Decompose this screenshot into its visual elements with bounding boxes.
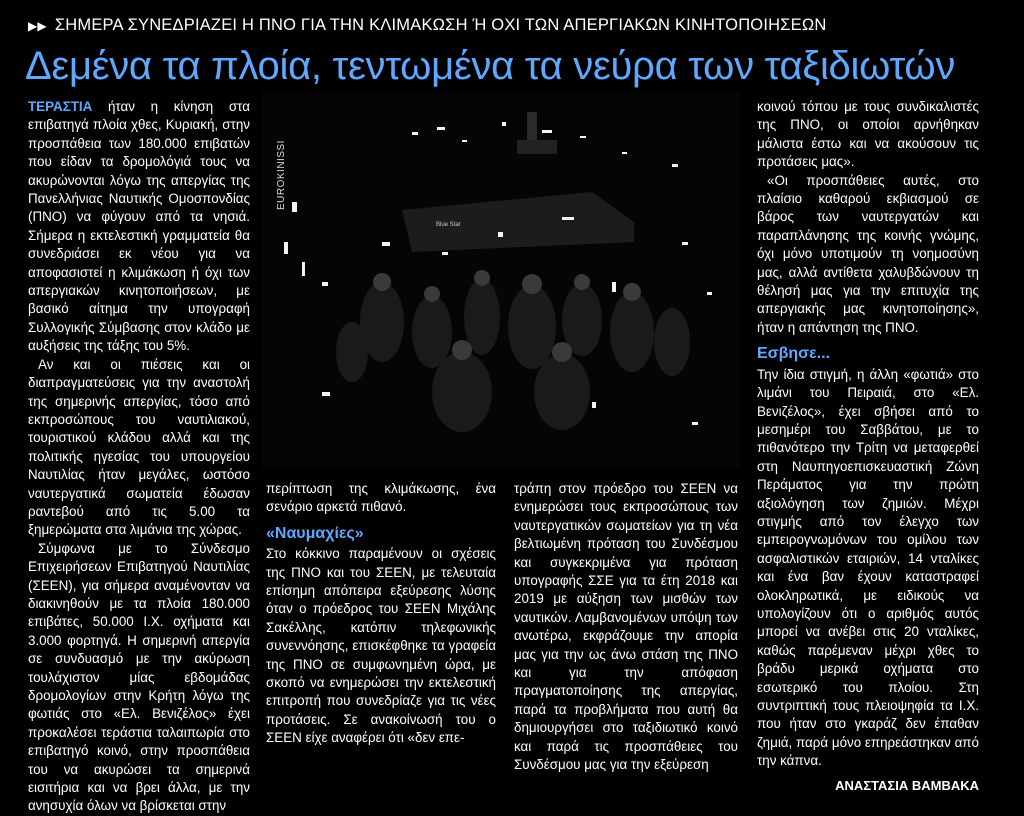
paragraph: περίπτωση της κλιμάκωσης, ένα σενάριο αρκετά πιθανό. [266,481,496,515]
subheading: «Ναυμαχίες» [266,524,364,542]
subheading: Εσβησε... [757,345,831,363]
article-column-3 [514,480,738,775]
paragraph: Αν και οι πιέσεις και οι διαπραγματεύσεις για την αναστολή της σημερινής απεργίας, τόσο από εκπροσώπους του ναυτιλιακού, τουριστικού κλάδου αλλά και της πολιτικής ηγεσίας του υπουργείου Ναυτιλίας ήταν μεγάλες, ωστόσο ναυτεργατικά σωματεία έδωσαν ραντεβού από τις 5.00 τα ξημερώματα στα λιμάνια της χώρας. [28,356,250,538]
kicker-text: ΣΗΜΕΡΑ ΣΥΝΕΔΡΙΑΖΕΙ Η ΠΝΟ ΓΙΑ ΤΗΝ ΚΛΙΜΑΚΩΣΗ Ή ΟΧΙ ΤΩΝ ΑΠΕΡΓΙΑΚΩΝ ΚΙΝΗΤΟΠΟΙΗΣΕΩΝ [54,16,827,34]
byline: ΑΝΑΣΤΑΣΙΑ ΒΑΜΒΑΚΑ [835,777,979,793]
paragraph: Σύμφωνα με το Σύνδεσμο Επιχειρήσεων Επιβατηγού Ναυτιλίας (ΣΕΕΝ), για σήμερα αναμένονταν να διακινηθούν με τα πλοία 180.000 επιβάτες, 50.000 Ι.Χ. οχήματα και 3.000 φορτηγά. Η σημερινή απεργία σε συνδυασμό με την ακύρωση τουλάχιστον μίας εβδομάδας δρομολογίων στην Κρήτη λόγω της φωτιάς στο «Ελ. Βενιζέλος» έχει προκαλέσει τεράστια ταλαιπωρία στο επιβατηγό κοινό, στην προσπάθεια του να ακυρώσει τα σημερινά εισιτήρια και να βρει άλλα, με την ανησυχία όλων να βρίσκεται στην [28,540,250,814]
article-column-2 [266,480,496,748]
paragraph: Στο κόκκινο παραμένουν οι σχέσεις της ΠΝΟ και του ΣΕΕΝ, με τελευταία επίσημη απόπειρα εξεύρεσης λύσης όταν ο πρόεδρος του ΣΕΕΝ Μιχάλης Σακέλλης, κατόπιν τηλεφωνικής συνεννόησης, επισκέφθηκε τα γραφεία της ΠΝΟ σε συμφωνημένη ώρα, με σκοπό να ενημερώσει την εκτελεστική επιτροπή που συνεδρίαζε για τις νέες προτάσεις. Σε ανακοίνωσή του ο ΣΕΕΝ είχε αναφέρει ότι «δεν επε- [266,546,496,746]
paragraph: τράπη στον πρόεδρο του ΣΕΕΝ να ενημερώσει τους εκπροσώπους των ναυτεργατικών σωματείων για τη νέα βελτιωμένη πρόταση του Συνδέσμου και συγκεκριμένα για πρόταση υπογραφής ΣΣΕ για τα έτη 2018 και 2019 με αύξηση των μισθών των ναυτικών. Λαμβανομένων υπόψη των ανωτέρω, εκφράζουμε την απορία μας για την ως άνω στάση της ΠΝΟ και για την απόφαση πραγματοποίησης της απεργίας, παρά τα προβλήματα που αυτή θα δημιουργήσει στο ταξιδιωτικό κοινό και παρά τις προσπάθειες του Συνδέσμου μας για την εξεύρεση [514,481,738,773]
article-column-1 [28,98,250,816]
paragraph: κοινού τόπου με τους συνδικαλιστές της ΠΝΟ, οι οποίοι αρνήθηκαν μάλιστα έστω και να ακούσουν τις προτάσεις μας». [757,99,979,170]
photo-credit: EUROKINISSI [276,140,287,210]
crowd-at-port-image [262,92,740,468]
kicker [28,16,1008,35]
article-photo [262,92,740,468]
headline: Δεμένα τα πλοία, τεντωμένα τα νεύρα των ταξιδιωτών [25,44,956,88]
double-arrow-icon: ▶▶ [28,19,47,33]
ship-name-label: Blue Star [436,222,461,228]
paragraph-text: ήταν η κίνηση στα επιβατηγά πλοία χθες, Κυριακή, στην προσπάθεια των 180.000 επιβατών που είδαν τα δρομολόγιά τους να ακυρώνονται λόγω της απεργίας της Πανελλήνιας Ναυτικής Ομοσπονδίας (ΠΝΟ) να φύγουν από τα νησιά. Σήμερα η εκτελεστική γραμματεία θα συνεδριάσει εκ νέου για να αποφασιστεί η κλιμάκωση ή όχι των απεργιακών κινητοποιήσεων, με βασικό αίτημα την υπογραφή Συλλογικής Σύμβασης στον κλάδο με αυξήσεις της τάξης του 5%. [28,99,250,354]
paragraph: Την ίδια στιγμή, η άλλη «φωτιά» στο λιμάνι του Πειραιά, στο «Ελ. Βενιζέλος», έχει σβήσει από το μεσημέρι του Σαββάτου, με το πιθανότερο την Τρίτη να μεταφερθεί στη Ναυπηγοεπισκευαστική Ζώνη Περάματος για την πρώτη αξιολόγηση των ζημιών. Μέχρι στιγμής από τον έλεγχο των εμπειρογνωμόνων του ομίλου των ασφαλιστικών εταιριών, 14 νταλίκες και ένα βαν έχουν καταστραφεί ολοκληρωτικά, με ειδικούς να υπολογίζουν ότι ο αριθμός αυτός μπορεί να ανέβει στις 20 νταλίκες, καθώς παρέμεναν μέχρι χθες το βράδυ μερικά οχήματα στο εσωτερικό του πλοίου. Στη συντριπτική τους πλειοψηφία τα Ι.Χ. που ήταν στο γκαράζ δεν έπαθαν ζημιά, παρά μόνο επηρεάστηκαν από την κάπνα. [757,366,979,769]
paragraph [28,98,250,356]
lead-word: ΤΕΡΑΣΤΙΑ [28,99,93,114]
article-column-4 [757,98,979,795]
paragraph: «Οι προσπάθειες αυτές, στο πλαίσιο καθαρού εκβιασμού σε βάρος των ναυτεργατών και παραπλάνησης της κοινής γνώμης, όχι μόνο υποτιμούν τη νοημοσύνη μας, αλλά αντίθετα χαλυβδώνουν τη θέλησή μας για την επιτυχία της απεργιακής μας κινητοποίησης», ήταν η απάντηση της ΠΝΟ. [757,172,979,335]
